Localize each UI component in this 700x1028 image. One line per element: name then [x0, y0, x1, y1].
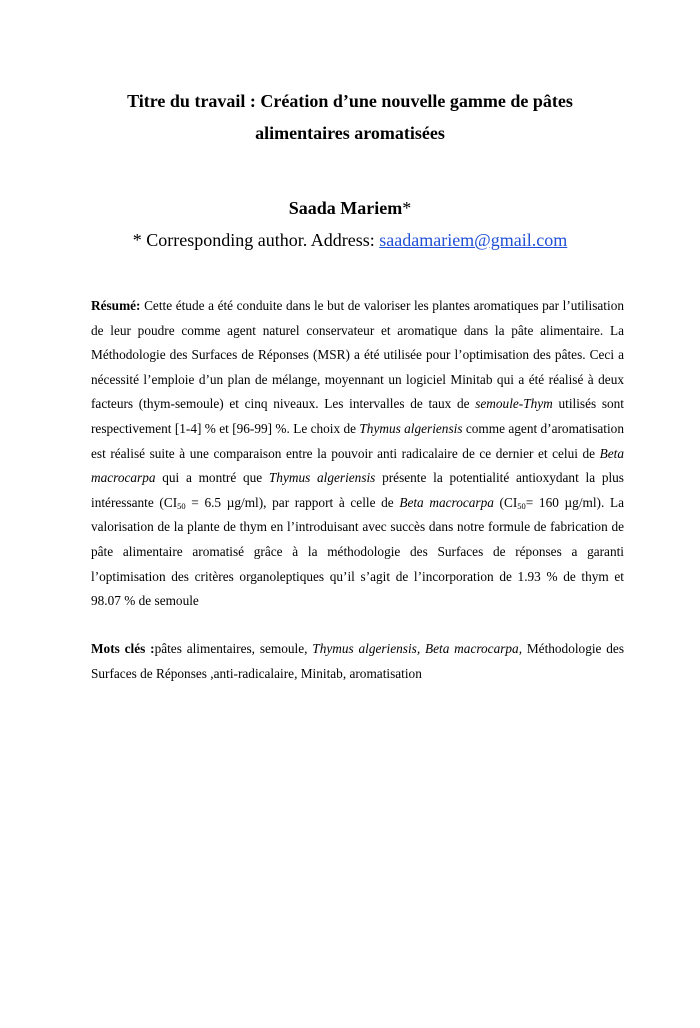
- keywords-text-3: Minitab, aromatisation: [297, 665, 422, 681]
- keywords-label: Mots clés :: [91, 641, 155, 656]
- keywords-paragraph: [91, 637, 624, 686]
- abstract-italic-2: Thymus algeriensis: [359, 420, 463, 436]
- abstract-italic-3: Beta macrocarpa: [91, 445, 624, 486]
- abstract-label: Résumé:: [91, 298, 141, 313]
- keywords-text-2: Méthodologie des Surfaces de Réponses ,anti-radicalaire: [91, 641, 624, 681]
- subscript-2: 50: [517, 500, 526, 511]
- abstract-italic-5: Beta macrocarpa: [399, 494, 494, 510]
- title-line-1: Titre du travail : Création d’une nouvelle gamme de pâtes: [127, 91, 573, 111]
- abstract-italic-4: Thymus algeriensis: [268, 470, 376, 486]
- author-line: [0, 197, 700, 219]
- abstract-text-3: comme agent d’aromatisation est réalisé suite à une comparaison entre la pouvoir anti radicalaire de ce dernier et celui de: [91, 420, 624, 461]
- abstract-paragraph: [91, 294, 624, 614]
- email-link[interactable]: saadamariem@gmail.com: [379, 230, 568, 250]
- keywords-italic-2: ,: [294, 665, 298, 681]
- abstract-italic-1: semoule-Thym: [475, 396, 553, 412]
- keywords-text-1: pâtes alimentaires, semoule,: [154, 641, 313, 656]
- subscript-1: 50: [177, 500, 186, 511]
- author-name: Saada Mariem: [288, 198, 403, 218]
- abstract-text-7: (CI: [493, 494, 518, 510]
- abstract-text-2: utilisés sont respectivement [1-4] % et [96-99] %. Le choix de: [91, 396, 624, 436]
- corresponding-prefix: * Corresponding author. Address:: [132, 230, 380, 250]
- abstract-text-4: qui a montré que: [155, 470, 269, 486]
- abstract-text-6: = 6.5 µg/ml), par rapport à celle de: [185, 494, 400, 510]
- author-marker: *: [402, 198, 412, 218]
- keywords-italic-1: Thymus algeriensis, Beta macrocarpa,: [312, 641, 523, 656]
- corresponding-author-line: [0, 229, 700, 251]
- abstract-text-1: Cette étude a été conduite dans le but de valoriser les plantes aromatiques par l’utilisation de leur poudre comme agent naturel conservateur et aromatique dans la pâte alimentaire. La Méthodologie des Surfaces de Réponses (MSR) a été utilisée pour l’optimisation des pâtes. Ceci a nécessité l’emploie d’un plan de mélange, moyennant un logiciel Minitab qui a été réalisé à deux facteurs (thym-semoule) et cinq niveaux. Les intervalles de taux de: [91, 298, 624, 412]
- abstract-text-8: = 160 µg/ml). La valorisation de la plante de thym en l’introduisant avec succès dans notre formule de fabrication de pâte alimentaire aromatisé grâce à la méthodologie des Surfaces de réponses a garanti l’optimisation des critères organoleptiques qu’il s’agit de l’incorporation de 1.93 % de thym et 98.07 % de semoule: [91, 494, 624, 609]
- abstract-text-5: présente la potentialité antioxydant la plus intéressante (CI: [91, 470, 624, 510]
- title-line-2: alimentaires aromatisées: [255, 123, 445, 143]
